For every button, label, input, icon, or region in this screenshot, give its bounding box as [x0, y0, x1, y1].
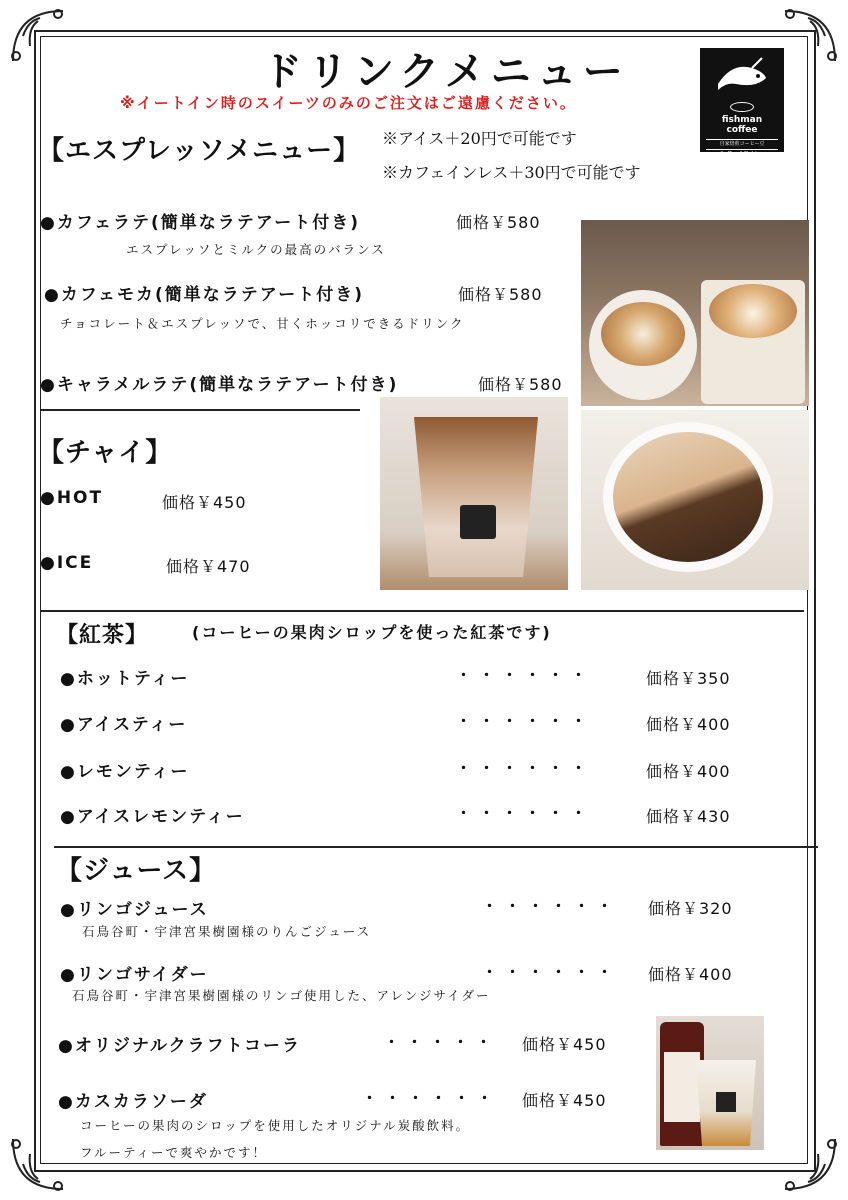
menu-item-chai-ice: ●ICE: [40, 553, 94, 573]
menu-item-craft-cola: ●オリジナルクラフトコーラ: [58, 1036, 301, 1056]
price-chai-hot: 価格￥450: [162, 493, 247, 512]
desc-cafe-mocha: チョコレート＆エスプレッソで、甘くホッコリできるドリンク: [60, 316, 465, 331]
logo-tagline: Coffee&Fishing: [719, 151, 765, 158]
menu-item-caramel-latte: ●キャラメルラテ(簡単なラテアート付き): [40, 375, 399, 395]
price-lemon-tea: 価格￥400: [646, 762, 731, 781]
tea-heading: 【紅茶】: [56, 622, 149, 648]
price-cafe-mocha: 価格￥580: [458, 285, 543, 304]
menu-item-iced-tea: ●アイスティー: [60, 715, 188, 735]
price-craft-cola: 価格￥450: [522, 1035, 607, 1054]
menu-item-cascara-soda: ●カスカラソーダ: [58, 1092, 208, 1112]
latte-art-photo: [581, 220, 809, 406]
logo-name-line1: fishman: [721, 115, 763, 125]
price-hot-tea: 価格￥350: [646, 669, 731, 688]
mocha-photo: [581, 410, 809, 590]
menu-item-hot-tea: ●ホットティー: [60, 669, 190, 689]
leader-dots: ・・・・・・: [456, 804, 595, 822]
eat-in-notice: ※イートイン時のスイーツのみのご注文はご遠慮ください。: [120, 94, 577, 112]
section-divider: [54, 846, 818, 848]
section-divider: [40, 409, 360, 411]
desc-cascara-soda-1: コーヒーの果肉のシロップを使用したオリジナル炭酸飲料。: [80, 1118, 471, 1133]
menu-item-lemon-tea: ●レモンティー: [60, 762, 190, 782]
section-divider: [40, 610, 804, 612]
corner-ornament-icon: [8, 6, 68, 66]
page-title: ドリンクメニュー: [262, 48, 629, 95]
leader-dots: ・・・・・・: [482, 897, 621, 915]
leader-dots: ・・・・・・: [456, 759, 595, 777]
menu-item-iced-lemon-tea: ●アイスレモンティー: [60, 807, 245, 827]
desc-apple-cider: 石鳥谷町・宇津宮果樹園様のリンゴ使用した、アレンジサイダー: [72, 988, 491, 1003]
leader-dots: ・・・・・・: [482, 963, 621, 981]
desc-cascara-soda-2: フルーティーで爽やかです！: [80, 1145, 268, 1160]
menu-item-apple-cider: ●リンゴサイダー: [60, 965, 209, 985]
price-apple-cider: 価格￥400: [648, 965, 733, 984]
menu-item-apple-juice: ●リンゴジュース: [60, 900, 209, 920]
price-chai-ice: 価格￥470: [166, 557, 251, 576]
price-iced-tea: 価格￥400: [646, 715, 731, 734]
tea-note: (コーヒーの果肉シロップを使った紅茶です): [192, 623, 552, 642]
corner-ornament-icon: [780, 1134, 840, 1194]
logo-name-line2: coffee: [726, 125, 758, 135]
leader-dots: ・・・・・・: [456, 666, 595, 684]
iced-chai-photo: [380, 397, 568, 590]
espresso-heading: 【エスプレッソメニュー】: [38, 136, 361, 166]
fishman-coffee-logo: [700, 48, 784, 158]
menu-item-cafe-latte: ●カフェラテ(簡単なラテアート付き): [40, 213, 361, 233]
price-apple-juice: 価格￥320: [648, 899, 733, 918]
price-cafe-latte: 価格￥580: [456, 213, 541, 232]
desc-apple-juice: 石鳥谷町・宇津宮果樹園様のりんごジュース: [82, 924, 372, 939]
menu-item-chai-hot: ●HOT: [40, 488, 104, 508]
chai-heading: 【チャイ】: [38, 438, 173, 468]
corner-ornament-icon: [8, 1134, 68, 1194]
price-cascara-soda: 価格￥450: [522, 1091, 607, 1110]
desc-cafe-latte: エスプレッソとミルクの最高のバランス: [126, 242, 386, 257]
corner-ornament-icon: [780, 6, 840, 66]
juice-heading: 【ジュース】: [56, 856, 217, 886]
fish-logo-icon: [712, 54, 772, 98]
leader-dots: ・・・・・・: [362, 1089, 501, 1107]
cascara-soda-photo: [656, 1016, 764, 1150]
espresso-note-decaf: ※カフェインレス＋30円で可能です: [382, 163, 641, 182]
menu-item-cafe-mocha: ●カフェモカ(簡単なラテアート付き): [44, 285, 365, 305]
logo-subtitle: 自家焙煎コーヒー豆: [719, 141, 765, 147]
price-iced-lemon-tea: 価格￥430: [646, 807, 731, 826]
price-caramel-latte: 価格￥580: [478, 375, 563, 394]
leader-dots: ・・・・・: [384, 1033, 500, 1051]
leader-dots: ・・・・・・: [456, 712, 595, 730]
espresso-note-iced: ※アイス＋20円で可能です: [382, 129, 577, 148]
